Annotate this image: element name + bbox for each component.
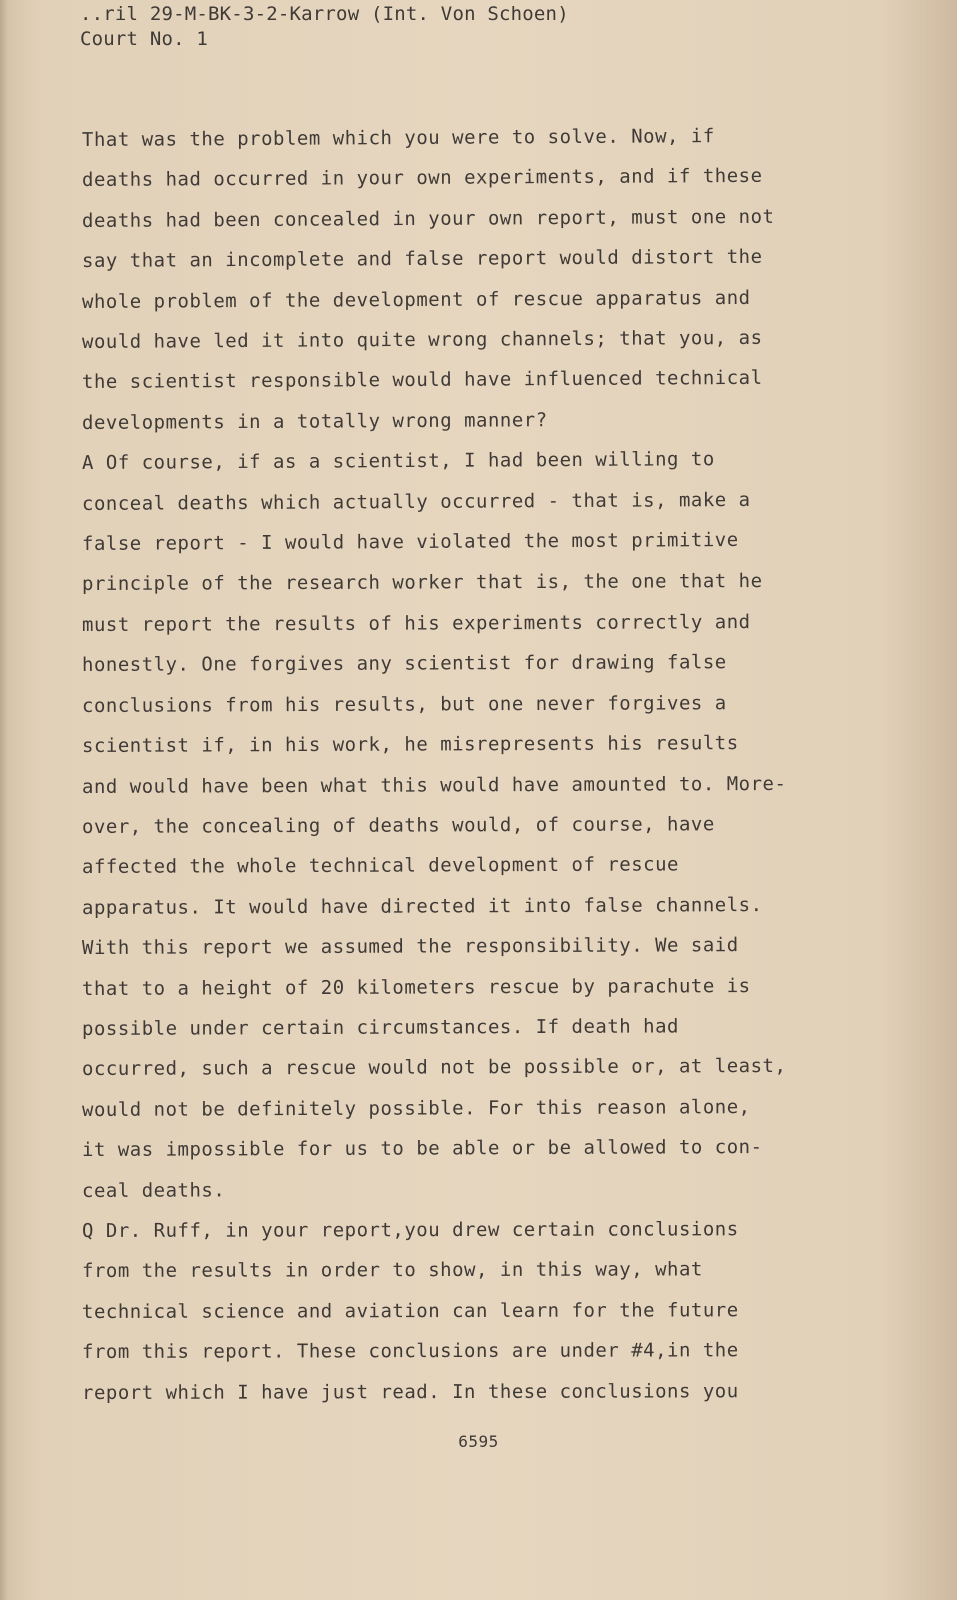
transcript-line: That was the problem which you were to solve. Now, if	[81, 125, 715, 151]
question-line: Q Dr. Ruff, in your report,you drew certain conclusions	[81, 1218, 739, 1242]
transcript-line: apparatus. It would have directed it into false channels.	[81, 893, 763, 919]
transcript-line: scientist if, in his work, he misrepresents his results	[81, 732, 739, 758]
transcript-line: With this report we assumed the responsibility. We said	[81, 934, 739, 960]
document-header	[80, 2, 920, 52]
transcript-body	[82, 120, 817, 1413]
transcript-line: would not be definitely possible. For this reason alone,	[81, 1095, 751, 1121]
transcript-line: technical science and aviation can learn for the future	[81, 1299, 739, 1323]
page-number: 6595	[458, 1432, 499, 1451]
transcript-line: developments in a totally wrong manner?	[81, 408, 548, 434]
transcript-line: say that an incomplete and false report would distort the	[81, 246, 763, 273]
transcript-line: occurred, such a rescue would not be possible or, at least,	[81, 1055, 787, 1081]
transcript-line: honestly. One forgives any scientist for drawing false	[81, 651, 727, 677]
transcript-line: deaths had been concealed in your own report, must one not	[81, 205, 775, 232]
transcript-line: that to a height of 20 kilometers rescue by parachute is	[81, 974, 751, 1000]
transcript-line: conceal deaths which actually occurred - that is, make a	[81, 488, 751, 515]
transcript-line: the scientist responsible would have influenced technical	[81, 367, 763, 394]
header-court-line: Court No. 1	[80, 28, 209, 50]
transcript-line: and would have been what this would have amounted to. More-	[81, 772, 787, 798]
transcript-line: whole problem of the development of rescue apparatus and	[81, 286, 751, 313]
transcript-line: possible under certain circumstances. If death had	[81, 1015, 679, 1040]
transcript-line: conclusions from his results, but one never forgives a	[81, 691, 727, 717]
transcript-line: deaths had occurred in your own experiments, and if these	[81, 165, 763, 192]
transcript-line: false report - I would have violated the most primitive	[81, 529, 739, 556]
transcript-line: from this report. These conclusions are under #4,in the	[81, 1339, 739, 1364]
transcript-line: it was impossible for us to be able or be allowed to con-	[81, 1136, 763, 1162]
transcript-line: report which I have just read. In these conclusions you	[81, 1379, 739, 1404]
header-session-line: ..ril 29-M-BK-3-2-Karrow (Int. Von Schoen)	[80, 3, 569, 25]
transcript-line: principle of the research worker that is, the one that he	[81, 570, 763, 596]
transcript-line: from the results in order to show, in this way, what	[81, 1258, 703, 1283]
transcript-line: affected the whole technical development of rescue	[81, 853, 679, 879]
transcript-line: would have led it into quite wrong channels; that you, as	[81, 326, 763, 354]
transcript-line: over, the concealing of deaths would, of course, have	[81, 813, 715, 838]
transcript-line: must report the results of his experiments correctly and	[81, 610, 751, 636]
transcript-line: ceal deaths.	[81, 1178, 226, 1202]
answer-line: A Of course, if as a scientist, I had been willing to	[81, 448, 715, 475]
